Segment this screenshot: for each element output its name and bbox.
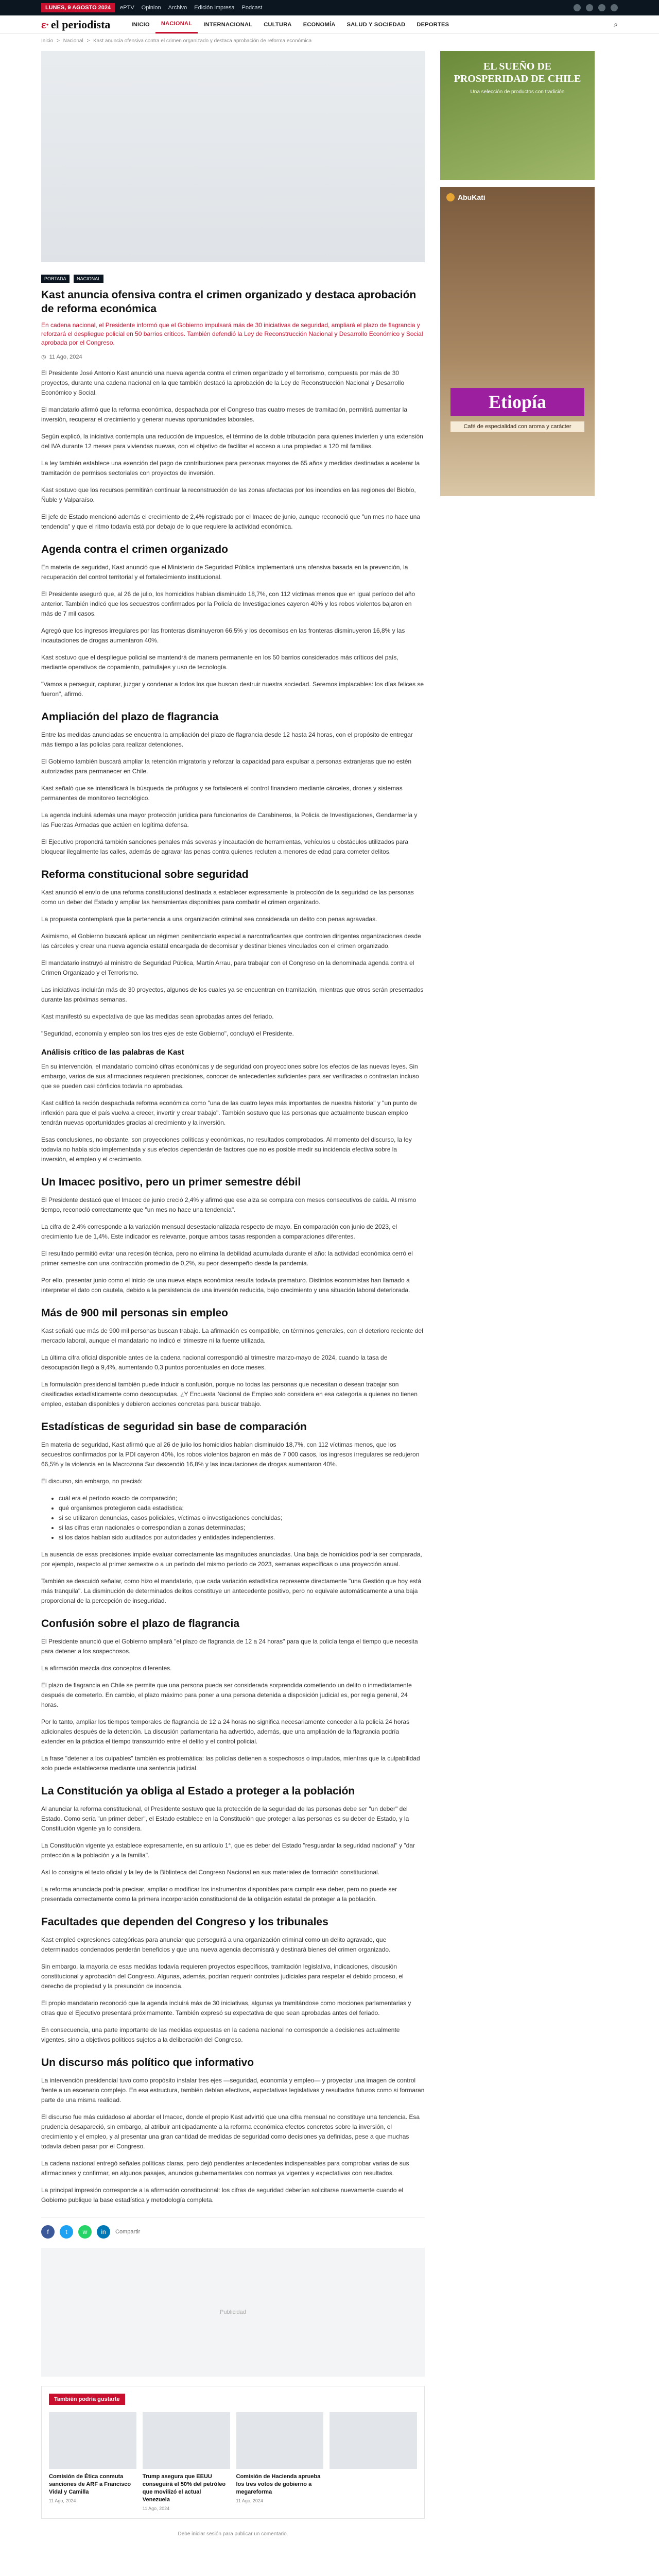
category-badge-nacional[interactable]: NACIONAL [74, 275, 103, 283]
paragraph: La ausencia de esas precisiones impide evaluar correctamente las magnitudes anunciadas. Una baja de homicidios podría ser comparada, por ejemplo, respecto al primer semestre o a un período del mismo período de 2023, semanas específicas o una proyección anual. [41, 1551, 422, 1568]
section-heading: Ampliación del plazo de flagrancia [41, 711, 219, 723]
share-bar [41, 2217, 425, 2239]
paragraph: Asimismo, el Gobierno buscará aplicar un régimen penitenciario especial a narcotraficantes que controlen dirigentes organizaciones desde las cárceles y crear una nueva agencia estatal encargada de decomisar y destinar bienes vinculados con el crimen organizado. [41, 933, 421, 950]
paragraph: El mandatario instruyó al ministro de Seguridad Pública, Martín Arrau, para trabajar con el Congreso en la denominada agenda contra el Crimen Organizado y el Terrorismo. [41, 959, 414, 976]
paragraph: También se descuidó señalar, como hizo el mandatario, que cada variación estadística represente directamente "una Gestión que hoy está más tranquila". La disminución de determinados delitos constituye un antecedente positivo, pero no equivale automáticamente a una baja proporcional de la percepción de inseguridad. [41, 1578, 422, 1604]
share-label: Compartir [115, 2229, 141, 2235]
ad-subtitle: Una selección de productos con tradición [470, 89, 565, 95]
nav-internacional[interactable]: INTERNACIONAL [203, 21, 253, 28]
section-block [41, 563, 425, 699]
topbar-link-eptv[interactable]: ePTV [120, 5, 134, 11]
nav-nacional[interactable]: NACIONAL [155, 15, 198, 33]
section-block [41, 1326, 425, 1409]
related-card[interactable] [236, 2412, 324, 2511]
twitter-icon[interactable] [586, 4, 593, 11]
paragraph: La cifra de 2,4% corresponde a la variación mensual desestacionalizada respecto de mayo. En comparación con junio de 2023, el crecimiento fue de 1,4%. Este indicador es relevante, porque ambos tasas responden a comparaciones diferentes. [41, 1223, 397, 1240]
paragraph: Por lo tanto, ampliar los tiempos temporales de flagrancia de 12 a 24 horas no significa necesariamente conceder a la policía 24 horas adicionales después de la detención. La discusión parlamentaria ha advertido, además, que una ampliación de la flagrancia podría extender en la práctica el tiempo transcurrido entre el delito y el control policial. [41, 1718, 410, 1745]
paragraph: La formulación presidencial también puede inducir a confusión, porque no todas las personas que necesitan o desean trabajar son clasificadas estadísticamente como desocupadas. ¿Y Encuesta Nacional de Empleo solo considera en esa categoría a quienes no tienen empleo, estaban disponibles y debieron acciones concretas para buscar trabajo. [41, 1381, 418, 1408]
search-icon[interactable]: ⌕ [614, 20, 618, 28]
paragraph: La agenda incluirá además una mayor protección jurídica para funcionarios de Carabineros, la Policía de Investigaciones, Gendarmería y las Fuerzas Armadas que actúen en legítima defensa. [41, 811, 418, 828]
related-title[interactable]: Trump asegura que EEUU conseguirá el 50% del petróleo que movilizó el actual Venezuela [142, 2473, 226, 2503]
list-item: • si los datos habían sido auditados por autoridades y entidades independientes. [59, 1533, 425, 1543]
breadcrumb [0, 34, 659, 48]
paragraph: En materia de seguridad, Kast anunció que el Ministerio de Seguridad Pública implementará una ofensiva basada en la prevención, la recuperación del control territorial y el fortalecimiento institucional. [41, 564, 408, 581]
paragraph: El Ejecutivo propondrá también sanciones penales más severas y incautación de herramientas, vehículos u obstáculos utilizados para bloquear ilegalmente las calles, además de agravar las penas contra quienes recluten a menores de edad para cometer delitos. [41, 838, 409, 855]
section-heading: Facultades que dependen del Congreso y los tribunales [41, 1916, 328, 1928]
paragraph: Así lo consigna el texto oficial y la ley de la Biblioteca del Congreso Nacional en sus materiales de formación constitucional. [41, 1869, 380, 1876]
section-block [41, 2076, 425, 2205]
topbar-social [574, 4, 618, 11]
list-item: • si las cifras eran nacionales o correspondían a zonas determinadas; [59, 1523, 425, 1533]
article-date: 11 Ago, 2024 [49, 353, 82, 360]
paragraph: Kast empleó expresiones categóricas para anunciar que perseguirá a una organización criminal como un delito agravado, que determinados condenados perderán beneficios y que una nueva agencia decomisará y destinará bienes del crimen organizado. [41, 1936, 391, 1953]
paragraph: "Vamos a perseguir, capturar, juzgar y condenar a todos los que buscan destruir nuestra sociedad. Seremos implacables: los días felices se fueron", afirmó. [41, 681, 424, 698]
paragraph: La Constitución vigente ya establece expresamente, en su artículo 1°, que es deber del Estado "resguardar la seguridad nacional" y "dar protección a la población y a la familia". [41, 1842, 415, 1859]
section-heading: Un discurso más político que informativo [41, 2057, 254, 2069]
section-heading: Confusión sobre el plazo de flagrancia [41, 1618, 240, 1630]
paragraph: El Presidente destacó que el Imacec de junio creció 2,4% y afirmó que ese alza se compara con meses consecutivos de caída. Al mismo tiempo, reconoció correctamente que "un mes no hace una tendencia". [41, 1196, 417, 1213]
paragraph: Kast señaló que más de 900 mil personas buscan trabajo. La afirmación es compatible, en términos generales, con el deterioro reciente del mercado laboral, aunque el mandatario no indicó el trimestre ni la fuente utilizada. [41, 1327, 423, 1344]
article-title: Kast anuncia ofensiva contra el crimen organizado y destaca aprobación de reforma económica [41, 289, 417, 315]
article-meta [41, 353, 425, 360]
paragraph: Kast anunció el envío de una reforma constitucional destinada a establecer expresamente la protección de la seguridad de las personas como un deber del Estado y ampliar las herramientas disponibles para combatir el crimen organizado. [41, 889, 414, 906]
nav-cultura[interactable]: CULTURA [264, 21, 292, 28]
paragraph: Sin embargo, la mayoría de esas medidas todavía requieren proyectos específicos, tramitación legislativa, indicaciones, discusión constitucional y aprobación del Congreso. Algunas, además, podrían requerir controles judiciales para respetar el debido proceso, el derecho de propiedad y la presunción de inocencia. [41, 1963, 404, 1990]
twitter-share-icon[interactable]: t [60, 2225, 73, 2239]
paragraph: Kast calificó la reción despachada reforma económica como "una de las cuatro leyes más importantes de nuestra historia" y "un punto de inflexión para que el país vuelva a crecer, invertir y crear trabajo". También sostuvo que las personas que actualmente buscan empleo tendrán nuevas oportunidades gracias al crecimiento y la inversión. [41, 1099, 417, 1126]
logo-text: el periodista [50, 18, 111, 31]
paragraph: Kast manifestó su expectativa de que las medidas sean aprobadas antes del feriado. [41, 1013, 274, 1020]
list-item: • qué organismos protegieron cada estadística; [59, 1503, 425, 1513]
breadcrumb-section[interactable]: Nacional [63, 38, 83, 44]
paragraph: El discurso fue más cuidadoso al abordar el Imacec, donde el propio Kast advirtió que una cifra mensual no constituye una tendencia. Esa prudencia desapareció, sin embargo, al atribuir anticipadamente a la reforma económica efectos concretos sobre la inversión, el crecimiento y el empleo, y al presentar una gran cantidad de medidas de seguridad como decisiones ya definidas, pese a que muchas todavía deben pasar por el Congreso. [41, 2113, 420, 2150]
ad-brand [440, 187, 595, 208]
paragraph: La intervención presidencial tuvo como propósito instalar tres ejes —seguridad, economía y empleo— y proyectar una imagen de control frente a un escenario complejo. En esa estructura, también debían efectivos, expectativas legislativas y resultados futuros como si formaran parte de una misma realidad. [41, 2077, 425, 2104]
paragraph: La frase "detener a los culpables" también es problemática: las policías detienen a sospechosos o imputados, mientras que la culpabilidad solo puede establecerse mediante una sentencia judicial. [41, 1755, 420, 1772]
paragraph: Por ello, presentar junio como el inicio de una nueva etapa económica resulta todavía prematuro. Distintos economistas han llamado a interpretar el dato con cautela, debido a la persistencia de una inversión reducida, bajo crecimiento y una situación laboral deteriorada. [41, 1277, 410, 1294]
main-nav [126, 15, 455, 33]
subsection-heading: Análisis crítico de las palabras de Kast [41, 1048, 184, 1057]
related-thumbnail[interactable] [143, 2412, 230, 2469]
section-block [41, 1195, 425, 1295]
category-badge-portada[interactable]: PORTADA [41, 275, 70, 283]
topbar-date: LUNES, 9 AGOSTO 2024 [41, 3, 115, 12]
paragraph: En consecuencia, una parte importante de las medidas expuestas en la cadena nacional no corresponde a decisiones actualmente vigentes, sino a objetivos políticos sujetos a la deliberación del Congreso. [41, 2026, 400, 2043]
related-title[interactable]: Comisión de Ética conmuta sanciones de ARF a Francisco Vidal y Camilla [49, 2473, 131, 2495]
page-container [41, 48, 618, 2576]
site-logo[interactable] [41, 18, 110, 31]
section-block [41, 1804, 425, 1904]
paragraph: En su intervención, el mandatario combinó cifras económicas y de seguridad con proyecciones sobre los efectos de las nuevas leyes. Sin embargo, varios de sus afirmaciones requieren precisiones, conocer de antecedentes suficientes para ser verificadas o contrastan incluso que se pueden casi cónficios todavía no aprobadas. [41, 1063, 419, 1090]
intro-block [41, 368, 425, 532]
section-block [41, 1062, 425, 1164]
related-date: 11 Ago, 2024 [236, 2498, 263, 2503]
article-body [41, 368, 425, 2205]
breadcrumb-home[interactable]: Inicio [41, 38, 54, 44]
ad-headline: Etiopía [450, 388, 584, 416]
paragraph: En materia de seguridad, Kast afirmó que al 26 de julio los homicidios habían disminuido 18,7%, con 112 víctimas menos, que los secuestros confirmados por la PDI cayeron 40%, los robos violentos bajaron en más de 7 000 casos, los ingresos irregulares se redujeron 66,5% y la violencia en la Macrozona Sur descendió 16,8% y las incautaciones de drogas aumentaron 40%. [41, 1441, 420, 1468]
whatsapp-share-icon[interactable]: w [78, 2225, 92, 2239]
related-card[interactable] [143, 2412, 230, 2511]
paragraph: "Seguridad, economía y empleo son los tres ejes de este Gobierno", concluyó el Presidente. [41, 1030, 294, 1037]
paragraph: El resultado permitió evitar una recesión técnica, pero no elimina la debilidad acumulada durante el año: la actividad económica cerró el primer semestre con una contracción promedio de 0,2%, su peor desempeño desde la pandemia. [41, 1250, 413, 1267]
section-heading: La Constitución ya obliga al Estado a proteger a la población [41, 1785, 355, 1797]
list-item: • si se utilizaron denuncias, casos policiales, víctimas o investigaciones concluidas; [59, 1513, 425, 1523]
logo-mark-icon: ε∙ [41, 18, 49, 31]
section-heading: Estadísticas de seguridad sin base de comparación [41, 1421, 307, 1433]
paragraph: Según explicó, la iniciativa contempla una reducción de impuestos, el término de la doble tributación para quienes invierten y una extensión del IVA durante 12 meses para viviendas nuevas, con el objetivo de facilitar el acceso a una propiedad a 120 mil familias. [41, 433, 423, 450]
youtube-icon[interactable] [611, 4, 618, 11]
breadcrumb-current: Kast anuncia ofensiva contra el crimen organizado y destaca aprobación de reforma económica [93, 38, 312, 44]
facebook-icon[interactable] [574, 4, 581, 11]
topbar [0, 0, 659, 15]
ad-leaderboard[interactable]: Publicidad [41, 2248, 425, 2377]
related-date: 11 Ago, 2024 [142, 2506, 170, 2511]
paragraph: El mandatario afirmó que la reforma económica, despachada por el Congreso tras cuatro meses de tramitación, permitirá aumentar la inversión, recuperar el crecimiento y generar nuevas oportunidades laborales. [41, 406, 408, 423]
main-column [41, 48, 425, 2576]
section-block [41, 1440, 425, 1486]
paragraph: La última cifra oficial disponible antes de la cadena nacional correspondió al trimestre marzo-mayo de 2024, cuando la tasa de desocupación llegó a 9,4%, aumentando 0,3 puntos porcentuales en doce meses. [41, 1354, 388, 1371]
topbar-link-opinion[interactable]: Opinion [141, 5, 161, 11]
ad-title: EL SUEÑO DE PROSPERIDAD DE CHILE [454, 61, 581, 84]
paragraph: El Presidente aseguró que, al 26 de julio, los homicidios habían disminuido 18,7%, con 112 víctimas menos que en igual período del año anterior. También indicó que los secuestros confirmados por la Policía de Investigaciones cayeron 40% y los robos violentos bajaron en más de 7 mil casos. [41, 590, 415, 617]
paragraph: Kast sostuvo que los recursos permitirán continuar la reconstrucción de las zonas afectadas por los incendios en las regiones del Biobío, Ñuble y Valparaíso. [41, 486, 416, 503]
article-lede: En cadena nacional, el Presidente informó que el Gobierno impulsará más de 30 iniciativas de seguridad, ampliará el plazo de flagrancia y reforzará el despliegue policial en 50 barrios críticos. También defendió la Ley de Reconstrucción Nacional y Desarrollo Económico y Social aprobada por el Congreso. [41, 321, 423, 346]
sidebar-ad-skyscraper[interactable] [440, 187, 595, 496]
bullet-list [59, 1494, 425, 1543]
linkedin-share-icon[interactable]: in [97, 2225, 110, 2239]
section-heading: Más de 900 mil personas sin empleo [41, 1307, 228, 1319]
paragraph: La propuesta contemplará que la pertenencia a una organización criminal sea considerada un delito con penas agravadas. [41, 916, 377, 923]
site-header [0, 15, 659, 34]
paragraph: El Gobierno también buscará ampliar la retención migratoria y reforzar la capacidad para expulsar a personas extranjeras que no estén autorizadas para permanecer en Chile. [41, 758, 412, 775]
topbar-link-archivo[interactable]: Archivo [168, 5, 187, 11]
paragraph: El jefe de Estado mencionó además el crecimiento de 2,4% registrado por el Imacec de junio, aunque reconoció que "un mes no hace una tendencia" y que el ritmo todavía está por debajo de lo que requiere la actividad económica. [41, 513, 421, 530]
section-block [41, 730, 425, 857]
clock-icon: ◷ [41, 354, 46, 360]
paragraph: El discurso, sin embargo, no precisó: [41, 1478, 143, 1485]
related-card[interactable] [330, 2412, 417, 2511]
comments-note: Debe iniciar sesión para publicar un comentario. [178, 2531, 288, 2537]
section-block [41, 888, 425, 1039]
related-card[interactable] [49, 2412, 136, 2511]
sidebar [440, 48, 618, 2576]
instagram-icon[interactable] [598, 4, 605, 11]
ad-tagline: Café de especialidad con aroma y carácter [450, 421, 584, 432]
paragraph: El Presidente anunció que el Gobierno ampliará "el plazo de flagrancia de 12 a 24 horas" para que la policía tenga el tiempo que necesita para detener a los sospechosos. [41, 1638, 418, 1655]
paragraph: La reforma anunciada podría precisar, ampliar o modificar los instrumentos disponibles para cumplir ese deber, pero no puede ser presentada correctamente como la primera incorporación constitucional de la obligación estatal de proteger a la población. [41, 1886, 397, 1903]
paragraph: Esas conclusiones, no obstante, son proyecciones políticas y económicas, no resultados comprobados. Al momento del discurso, la ley todavía no había sido implementada y sus efectos dependerán de factores que no es posible medir su incidencia efectiva sobre la inversión, el empleo y el crecimiento. [41, 1136, 412, 1163]
nav-deportes[interactable]: DEPORTES [417, 21, 449, 28]
hero-image [41, 51, 425, 262]
list-item: • cuál era el período exacto de comparación; [59, 1494, 425, 1503]
paragraph: El plazo de flagrancia en Chile se permite que una persona pueda ser considerada sorprendida cometiendo un delito o inmediatamente después de cometerlo. En cambio, el plazo máximo para poner a una persona detenida a disposición judicial es, por regla general, 24 horas. [41, 1682, 412, 1708]
section-heading: Reforma constitucional sobre seguridad [41, 869, 249, 880]
paragraph: La ley también establece una exención del pago de contribuciones para personas mayores de 65 años y medidas destinadas a acelerar la tramitación de permisos sectoriales con proyectos de inversión. [41, 460, 420, 477]
nav-economia[interactable]: ECONOMÍA [303, 21, 336, 28]
topbar-link-impresa[interactable]: Edición impresa [194, 5, 235, 11]
comments-area [41, 2531, 425, 2576]
paragraph: Al anunciar la reforma constitucional, el Presidente sostuvo que la protección de la seguridad de las personas debe ser "un deber" del Estado. Como sería "un primer deber", el Estado establece en la Constitución que proteger a las personas es su deber de Estado, y la Constitución vigente ya lo considera. [41, 1805, 409, 1832]
related-section [41, 2386, 425, 2519]
paragraph: El Presidente José Antonio Kast anunció una nueva agenda contra el crimen organizado y el terrorismo, compuesta por más de 30 proyectos, durante una cadena nacional en la que también destacó la aprobación de la Ley de Reconstrucción Nacional y Desarrollo Económico y Social. [41, 369, 405, 396]
paragraph: Las iniciativas incluirán más de 30 proyectos, algunos de los cuales ya se encuentran en tramitación, mientras que otros serán presentados durante las próximas semanas. [41, 986, 424, 1003]
nav-salud[interactable]: SALUD Y SOCIEDAD [346, 21, 406, 28]
paragraph: La principal impresión corresponde a la afirmación constitucional: los cifras de seguridad deberían solicitarse nuevamente cuando el Gobierno publique la base estadística y metodología completa. [41, 2187, 404, 2204]
facebook-share-icon[interactable]: f [41, 2225, 55, 2239]
topbar-link-podcast[interactable]: Podcast [241, 5, 263, 11]
related-grid [49, 2412, 417, 2511]
section-heading: Agenda contra el crimen organizado [41, 544, 228, 555]
paragraph: El propio mandatario reconoció que la agenda incluirá más de 30 iniciativas, algunas ya tramitándose como mociones parlamentarias y otras que el Ejecutivo presentará próximamente. También expresó su expectativa de que sean aprobadas antes del feriado. [41, 1999, 411, 2016]
ad-brand-name: AbuKati [458, 193, 485, 201]
section-heading: Un Imacec positivo, pero un primer semestre débil [41, 1176, 301, 1188]
related-title[interactable]: Comisión de Hacienda aprueba los tres votos de gobierno a megareforma [236, 2473, 321, 2495]
brand-logo-icon [446, 193, 455, 201]
paragraph: La afirmación mezcla dos conceptos diferentes. [41, 1665, 172, 1672]
related-thumbnail[interactable] [330, 2412, 417, 2469]
section-block [41, 1637, 425, 1773]
related-thumbnail[interactable] [236, 2412, 324, 2469]
paragraph: Kast señaló que se intensificará la búsqueda de prófugos y se fortalecerá el control financiero mediante cárceles, drones y sistemas permanentes de monitoreo tecnológico. [41, 785, 403, 802]
paragraph: Kast sostuvo que el despliegue policial se mantendrá de manera permanente en los 50 barrios considerados más críticos del país, mediante operativos de copamiento, patrullajes y uso de tecnología. [41, 654, 398, 671]
paragraph: La cadena nacional entregó señales políticas claras, pero dejó pendientes antecedentes indispensables para comprobar varias de sus afirmaciones y confirmar, en algunos pasajes, anuncios gubernamentales con normas ya vigentes y expectativas con resultados. [41, 2160, 409, 2177]
related-thumbnail[interactable] [49, 2412, 136, 2469]
paragraph: Agregó que los ingresos irregulares por las fronteras disminuyeron 66,5% y los decomisos en las fronteras disminuyeron 16,8% y las incautaciones de drogas aumentaron 40%. [41, 627, 405, 644]
related-heading: También podría gustarte [49, 2394, 125, 2405]
breadcrumb-sep: > [86, 38, 90, 44]
breadcrumb-sep: > [57, 38, 60, 44]
related-date: 11 Ago, 2024 [49, 2498, 76, 2503]
section-block [41, 1550, 425, 1606]
sidebar-ad-top[interactable] [440, 51, 595, 180]
paragraph: Entre las medidas anunciadas se encuentra la ampliación del plazo de flagrancia desde 12 hasta 24 horas, con el propósito de entregar más tiempo a las policías para realizar detenciones. [41, 731, 413, 748]
section-block [41, 1935, 425, 2045]
nav-inicio[interactable]: INICIO [131, 21, 150, 28]
